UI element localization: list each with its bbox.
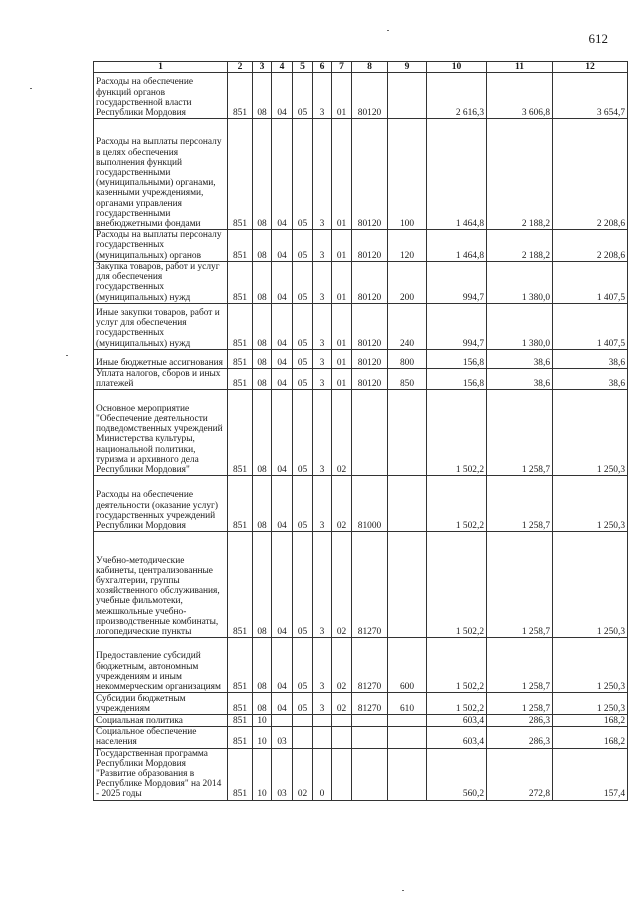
- cell-col-9: 600: [388, 638, 427, 693]
- cell-col-6: 3: [313, 693, 332, 715]
- cell-col-8: [352, 748, 388, 800]
- column-header-12: 12: [553, 62, 628, 73]
- cell-col-8: [352, 390, 388, 476]
- table-row: [94, 390, 628, 476]
- cell-col-3: 10: [253, 727, 272, 748]
- cell-col-8: 81270: [352, 532, 388, 638]
- cell-col-9: 850: [388, 368, 427, 389]
- cell-col-7: 01: [332, 119, 352, 230]
- cell-col-3: 08: [253, 476, 272, 532]
- cell-col-10: 1 502,2: [427, 532, 487, 638]
- cell-col-10: 1 502,2: [427, 638, 487, 693]
- column-header-7: 7: [332, 62, 352, 73]
- cell-col-12: 1 250,3: [553, 638, 628, 693]
- cell-col-8: 80120: [352, 261, 388, 303]
- table-row: [94, 261, 628, 303]
- cell-col-6: 3: [313, 638, 332, 693]
- cell-col-4: [272, 715, 293, 727]
- table-row: [94, 119, 628, 230]
- table-row: [94, 715, 628, 727]
- cell-col-9: [388, 715, 427, 727]
- cell-col-2: 851: [228, 715, 253, 727]
- cell-col-3: 08: [253, 119, 272, 230]
- cell-col-2: 851: [228, 349, 253, 368]
- row-name-cell: Социальная политика: [94, 715, 228, 727]
- cell-col-3: 08: [253, 390, 272, 476]
- cell-col-11: 1 258,7: [487, 693, 553, 715]
- cell-col-8: 80120: [352, 119, 388, 230]
- cell-col-11: 3 606,8: [487, 73, 553, 119]
- cell-col-11: 1 258,7: [487, 390, 553, 476]
- table-row: [94, 532, 628, 638]
- cell-col-5: 05: [293, 119, 313, 230]
- cell-col-11: 2 188,2: [487, 230, 553, 262]
- cell-col-8: 80120: [352, 368, 388, 389]
- row-name-cell: Расходы на обеспечение функций органов государственной власти Республики Мордовия: [94, 73, 228, 119]
- row-name-cell: Иные закупки товаров, работ и услуг для обеспечения государственных (муниципальных) нужд: [94, 303, 228, 349]
- cell-col-3: 10: [253, 715, 272, 727]
- cell-col-4: 04: [272, 303, 293, 349]
- cell-col-12: 2 208,6: [553, 230, 628, 262]
- table-row: [94, 303, 628, 349]
- cell-col-3: 08: [253, 230, 272, 262]
- table-row: [94, 693, 628, 715]
- row-name-cell: Расходы на выплаты персоналу в целях обеспечения выполнения функций государственными (муниципальными) органами, казенными учреждениями, органами управления государственными внебюджетными фондами: [94, 119, 228, 230]
- row-name-cell: Закупка товаров, работ и услуг для обеспечения государственных (муниципальных) нужд: [94, 261, 228, 303]
- cell-col-12: 38,6: [553, 349, 628, 368]
- cell-col-7: [332, 727, 352, 748]
- scan-speck: [66, 355, 68, 356]
- cell-col-2: 851: [228, 693, 253, 715]
- cell-col-8: 80120: [352, 349, 388, 368]
- cell-col-10: 603,4: [427, 715, 487, 727]
- cell-col-7: 01: [332, 349, 352, 368]
- cell-col-4: 04: [272, 532, 293, 638]
- cell-col-3: 10: [253, 748, 272, 800]
- cell-col-12: 1 250,3: [553, 693, 628, 715]
- cell-col-9: [388, 476, 427, 532]
- scan-speck: [402, 890, 404, 891]
- cell-col-7: 01: [332, 368, 352, 389]
- cell-col-8: 80120: [352, 73, 388, 119]
- cell-col-2: 851: [228, 727, 253, 748]
- cell-col-10: 603,4: [427, 727, 487, 748]
- cell-col-10: 1 464,8: [427, 119, 487, 230]
- column-header-2: 2: [228, 62, 253, 73]
- cell-col-11: 1 258,7: [487, 532, 553, 638]
- cell-col-2: 851: [228, 73, 253, 119]
- cell-col-5: 05: [293, 230, 313, 262]
- table-body: [94, 73, 628, 800]
- cell-col-5: 05: [293, 368, 313, 389]
- cell-col-3: 08: [253, 303, 272, 349]
- cell-col-12: 1 250,3: [553, 532, 628, 638]
- cell-col-5: [293, 715, 313, 727]
- cell-col-7: 02: [332, 693, 352, 715]
- cell-col-6: 3: [313, 368, 332, 389]
- cell-col-2: 851: [228, 390, 253, 476]
- column-header-4: 4: [272, 62, 293, 73]
- cell-col-2: 851: [228, 261, 253, 303]
- cell-col-7: [332, 715, 352, 727]
- page-number: 612: [588, 31, 608, 46]
- column-header-11: 11: [487, 62, 553, 73]
- cell-col-4: 04: [272, 693, 293, 715]
- cell-col-5: [293, 727, 313, 748]
- cell-col-3: 08: [253, 368, 272, 389]
- cell-col-6: 3: [313, 73, 332, 119]
- cell-col-12: 1 407,5: [553, 303, 628, 349]
- row-name-cell: Расходы на выплаты персоналу государственных (муниципальных) органов: [94, 230, 228, 262]
- table-row: [94, 349, 628, 368]
- cell-col-8: [352, 715, 388, 727]
- cell-col-12: 1 250,3: [553, 390, 628, 476]
- cell-col-10: 1 502,2: [427, 390, 487, 476]
- cell-col-11: 286,3: [487, 715, 553, 727]
- row-name-cell: Расходы на обеспечение деятельности (оказание услуг) государственных учреждений Республики Мордовия: [94, 476, 228, 532]
- cell-col-4: 03: [272, 727, 293, 748]
- cell-col-5: 05: [293, 349, 313, 368]
- cell-col-2: 851: [228, 230, 253, 262]
- cell-col-5: 05: [293, 476, 313, 532]
- cell-col-11: 286,3: [487, 727, 553, 748]
- cell-col-10: 2 616,3: [427, 73, 487, 119]
- cell-col-4: 03: [272, 748, 293, 800]
- cell-col-4: 04: [272, 349, 293, 368]
- cell-col-12: 3 654,7: [553, 73, 628, 119]
- cell-col-9: 120: [388, 230, 427, 262]
- cell-col-6: [313, 727, 332, 748]
- row-name-cell: Уплата налогов, сборов и иных платежей: [94, 368, 228, 389]
- cell-col-6: 3: [313, 119, 332, 230]
- table-row: [94, 476, 628, 532]
- row-name-cell: Социальное обеспечение населения: [94, 727, 228, 748]
- cell-col-2: 851: [228, 303, 253, 349]
- table-row: [94, 748, 628, 800]
- column-header-5: 5: [293, 62, 313, 73]
- cell-col-2: 851: [228, 532, 253, 638]
- cell-col-6: 3: [313, 476, 332, 532]
- cell-col-3: 08: [253, 638, 272, 693]
- cell-col-3: 08: [253, 349, 272, 368]
- row-name-cell: Государственная программа Республики Мордовия "Развитие образования в Республике Мордовия" на 2014 - 2025 годы: [94, 748, 228, 800]
- cell-col-7: 02: [332, 638, 352, 693]
- cell-col-11: 1 380,0: [487, 261, 553, 303]
- cell-col-4: 04: [272, 119, 293, 230]
- cell-col-9: [388, 532, 427, 638]
- cell-col-5: 02: [293, 748, 313, 800]
- cell-col-3: 08: [253, 693, 272, 715]
- cell-col-11: 1 258,7: [487, 476, 553, 532]
- scan-speck: [30, 88, 32, 89]
- cell-col-7: 01: [332, 230, 352, 262]
- cell-col-7: 01: [332, 73, 352, 119]
- cell-col-11: 1 258,7: [487, 638, 553, 693]
- cell-col-4: 04: [272, 390, 293, 476]
- cell-col-7: 01: [332, 261, 352, 303]
- cell-col-2: 851: [228, 638, 253, 693]
- cell-col-6: 3: [313, 532, 332, 638]
- cell-col-3: 08: [253, 261, 272, 303]
- cell-col-5: 05: [293, 73, 313, 119]
- table-row: [94, 73, 628, 119]
- cell-col-7: 01: [332, 303, 352, 349]
- cell-col-8: 81000: [352, 476, 388, 532]
- row-name-cell: Учебно-методические кабинеты, централизованные бухгалтерии, группы хозяйственного обслуживания, учебные фильмотеки, межшкольные учебно-производственные комбинаты, логопедические пункты: [94, 532, 228, 638]
- row-name-cell: Субсидии бюджетным учреждениям: [94, 693, 228, 715]
- cell-col-9: [388, 727, 427, 748]
- cell-col-5: 05: [293, 261, 313, 303]
- cell-col-9: 800: [388, 349, 427, 368]
- cell-col-5: 05: [293, 693, 313, 715]
- cell-col-4: 04: [272, 230, 293, 262]
- row-name-cell: Основное мероприятие "Обеспечение деятельности подведомственных учреждений Министерства культуры, национальной политики, туризма и архивного дела Республики Мордовия": [94, 390, 228, 476]
- cell-col-10: 156,8: [427, 368, 487, 389]
- cell-col-12: 168,2: [553, 715, 628, 727]
- cell-col-10: 994,7: [427, 261, 487, 303]
- column-header-8: 8: [352, 62, 388, 73]
- cell-col-3: 08: [253, 532, 272, 638]
- cell-col-5: 05: [293, 638, 313, 693]
- cell-col-4: 04: [272, 261, 293, 303]
- column-header-3: 3: [253, 62, 272, 73]
- cell-col-11: 272,8: [487, 748, 553, 800]
- cell-col-5: 05: [293, 390, 313, 476]
- cell-col-6: 0: [313, 748, 332, 800]
- cell-col-6: 3: [313, 303, 332, 349]
- cell-col-12: 168,2: [553, 727, 628, 748]
- column-header-9: 9: [388, 62, 427, 73]
- cell-col-8: 81270: [352, 638, 388, 693]
- cell-col-12: 1 250,3: [553, 476, 628, 532]
- cell-col-11: 1 380,0: [487, 303, 553, 349]
- table-row: [94, 368, 628, 389]
- cell-col-5: 05: [293, 303, 313, 349]
- table-header-row: [94, 62, 628, 73]
- cell-col-4: 04: [272, 638, 293, 693]
- cell-col-6: [313, 715, 332, 727]
- table-row: [94, 638, 628, 693]
- cell-col-8: 80120: [352, 230, 388, 262]
- cell-col-12: 1 407,5: [553, 261, 628, 303]
- cell-col-8: 80120: [352, 303, 388, 349]
- table-row: [94, 727, 628, 748]
- cell-col-4: 04: [272, 368, 293, 389]
- cell-col-6: 3: [313, 230, 332, 262]
- cell-col-10: 1 502,2: [427, 693, 487, 715]
- cell-col-6: 3: [313, 349, 332, 368]
- cell-col-2: 851: [228, 476, 253, 532]
- cell-col-9: [388, 73, 427, 119]
- row-name-cell: Предоставление субсидий бюджетным, автономным учреждениям и иным некоммерческим организациям: [94, 638, 228, 693]
- cell-col-5: 05: [293, 532, 313, 638]
- cell-col-9: 200: [388, 261, 427, 303]
- cell-col-12: 157,4: [553, 748, 628, 800]
- cell-col-9: [388, 748, 427, 800]
- cell-col-9: 100: [388, 119, 427, 230]
- cell-col-9: 610: [388, 693, 427, 715]
- cell-col-2: 851: [228, 368, 253, 389]
- cell-col-6: 3: [313, 390, 332, 476]
- cell-col-3: 08: [253, 73, 272, 119]
- column-header-1: 1: [94, 62, 228, 73]
- cell-col-8: [352, 727, 388, 748]
- cell-col-4: 04: [272, 476, 293, 532]
- cell-col-7: [332, 748, 352, 800]
- cell-col-2: 851: [228, 748, 253, 800]
- cell-col-10: 994,7: [427, 303, 487, 349]
- table-row: [94, 230, 628, 262]
- cell-col-9: [388, 390, 427, 476]
- cell-col-6: 3: [313, 261, 332, 303]
- cell-col-7: 02: [332, 476, 352, 532]
- cell-col-11: 38,6: [487, 349, 553, 368]
- column-header-6: 6: [313, 62, 332, 73]
- budget-table: [93, 61, 628, 801]
- cell-col-10: 560,2: [427, 748, 487, 800]
- row-name-cell: Иные бюджетные ассигнования: [94, 349, 228, 368]
- cell-col-8: 81270: [352, 693, 388, 715]
- cell-col-10: 1 502,2: [427, 476, 487, 532]
- cell-col-10: 156,8: [427, 349, 487, 368]
- cell-col-11: 2 188,2: [487, 119, 553, 230]
- cell-col-9: 240: [388, 303, 427, 349]
- column-header-10: 10: [427, 62, 487, 73]
- cell-col-12: 38,6: [553, 368, 628, 389]
- cell-col-4: 04: [272, 73, 293, 119]
- cell-col-12: 2 208,6: [553, 119, 628, 230]
- cell-col-10: 1 464,8: [427, 230, 487, 262]
- cell-col-2: 851: [228, 119, 253, 230]
- cell-col-7: 02: [332, 390, 352, 476]
- scan-speck: [387, 30, 389, 31]
- cell-col-7: 02: [332, 532, 352, 638]
- cell-col-11: 38,6: [487, 368, 553, 389]
